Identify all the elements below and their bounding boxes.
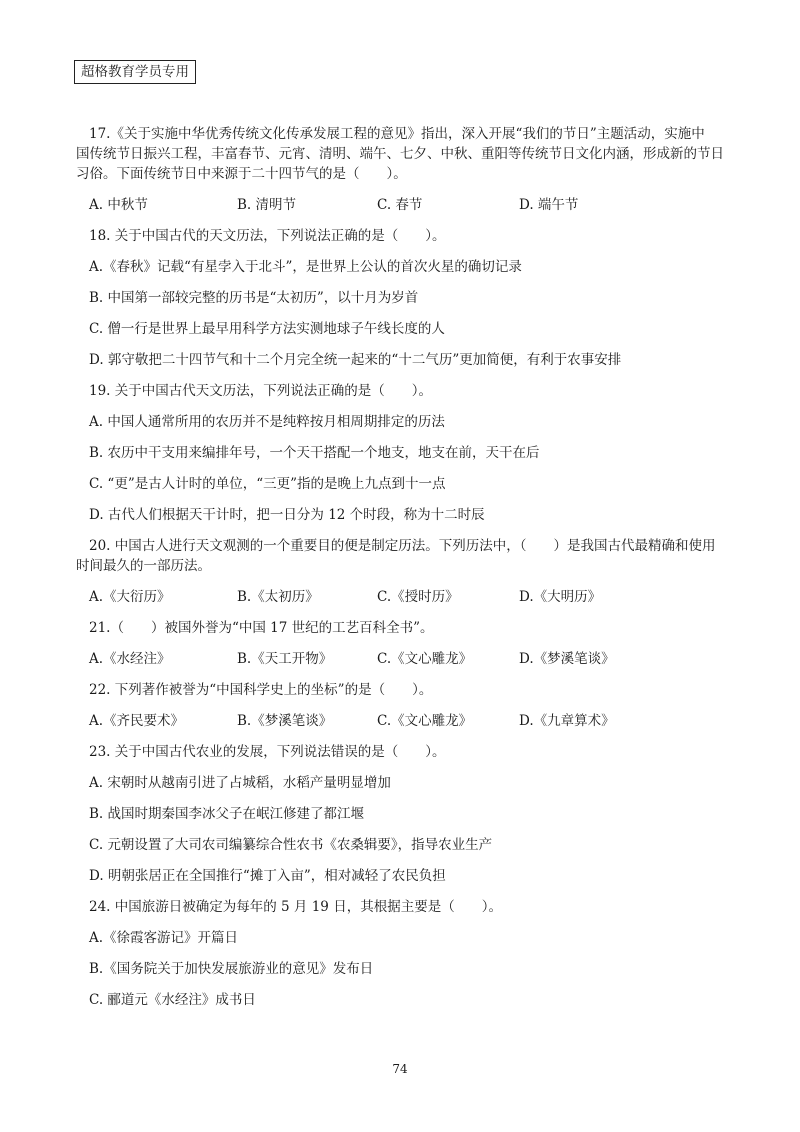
option-d: D.《大明历》 (519, 589, 602, 605)
option-b: B. 中国第一部较完整的历书是“太初历”，以十月为岁首 (89, 290, 419, 306)
question-21: 21.（ ）被国外誉为“中国 17 世纪的工艺百科全书”。 (89, 620, 434, 636)
option-c: C.《授时历》 (377, 589, 459, 605)
option-a: A.《水经注》 (89, 651, 171, 667)
option-b: B.《太初历》 (237, 589, 319, 605)
question-22: 22. 下列著作被誉为“中国科学史上的坐标”的是（ ）。 (89, 682, 433, 698)
question-text: 时间最久的一部历法。 (76, 558, 211, 574)
question-23: 23. 关于中国古代农业的发展，下列说法错误的是（ ）。 (89, 744, 446, 760)
option-c: C. 僧一行是世界上最早用科学方法实测地球子午线长度的人 (89, 321, 445, 337)
options-row (76, 195, 726, 215)
option-d: D. 郭守敬把二十四节气和十二个月完全统一起来的“十二气历”更加简便，有利于农事安排 (89, 352, 622, 368)
option-a: A. 中秋节 (89, 197, 148, 213)
option-b: B. 战国时期秦国李冰父子在岷江修建了都江堰 (89, 806, 365, 822)
option-c: C.《文心雕龙》 (377, 651, 473, 667)
question-text: 17.《关于实施中华优秀传统文化传承发展工程的意见》指出，深入开展“我们的节日”主题活动，实施中 (89, 126, 705, 142)
option-c: C. 春节 (377, 197, 423, 213)
option-a: A. 中国人通常所用的农历并不是纯粹按月相周期排定的历法 (89, 414, 445, 430)
question-20 (76, 536, 726, 576)
option-c: C. “更”是古人计时的单位，“三更”指的是晚上九点到十一点 (89, 476, 446, 492)
option-a: A.《大衍历》 (89, 589, 171, 605)
option-d: D. 端午节 (519, 197, 579, 213)
option-c: C. 郦道元《水经注》成书日 (89, 992, 256, 1008)
option-b: B.《国务院关于加快发展旅游业的意见》发布日 (89, 961, 374, 977)
option-a: A.《春秋》记载“有星孛入于北斗”，是世界上公认的首次火星的确切记录 (89, 259, 522, 275)
option-c: C. 元朝设置了大司农司编纂综合性农书《农桑辑要》，指导农业生产 (89, 837, 493, 853)
options-row (76, 649, 726, 669)
option-a: A.《徐霞客游记》开篇日 (89, 930, 239, 946)
option-d: D.《梦溪笔谈》 (519, 651, 615, 667)
options-row (76, 711, 726, 731)
option-d: D. 明朝张居正在全国推行“摊丁入亩”，相对减轻了农民负担 (89, 868, 446, 884)
option-a: A. 宋朝时从越南引进了占城稻，水稻产量明显增加 (89, 775, 391, 791)
header-label: 超格教育学员专用 (74, 60, 196, 84)
question-17 (76, 124, 726, 184)
options-row (76, 587, 726, 607)
page-number: 74 (392, 1062, 408, 1076)
question-18: 18. 关于中国古代的天文历法，下列说法正确的是（ ）。 (89, 228, 446, 244)
question-19: 19. 关于中国古代天文历法，下列说法正确的是（ ）。 (89, 383, 433, 399)
question-text: 习俗。下面传统节日中来源于二十四节气的是（ ）。 (76, 166, 407, 182)
question-text: 20. 中国古人进行天文观测的一个重要目的便是制定历法。下列历法中，（ ）是我国古代最精确和使用 (89, 538, 716, 554)
option-b: B.《天工开物》 (237, 651, 333, 667)
question-list (76, 124, 726, 1021)
option-a: A.《齐民要术》 (89, 713, 185, 729)
question-24: 24. 中国旅游日被确定为每年的 5 月 19 日，其根据主要是（ ）。 (89, 899, 502, 915)
option-d: D. 古代人们根据天干计时，把一日分为 12 个时段，称为十二时辰 (89, 507, 485, 523)
question-text: 国传统节日振兴工程，丰富春节、元宵、清明、端午、七夕、中秋、重阳等传统节日文化内涵，形成新的节日 (76, 146, 724, 162)
option-b: B. 农历中干支用来编排年号，一个天干搭配一个地支，地支在前，天干在后 (89, 445, 540, 461)
option-d: D.《九章算术》 (519, 713, 615, 729)
option-c: C.《文心雕龙》 (377, 713, 473, 729)
option-b: B. 清明节 (237, 197, 297, 213)
option-b: B.《梦溪笔谈》 (237, 713, 333, 729)
